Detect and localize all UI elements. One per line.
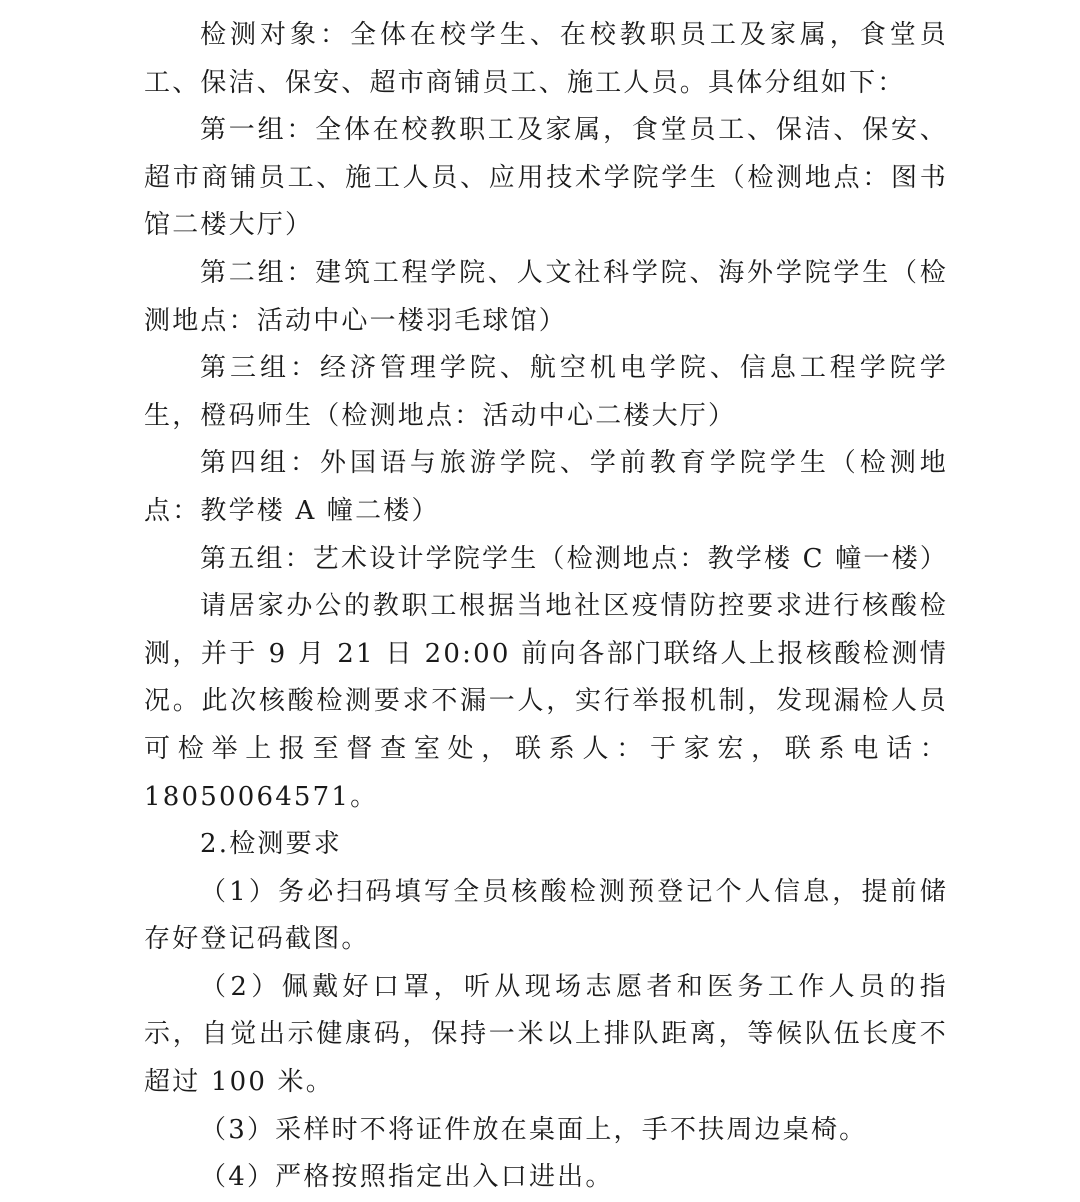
- paragraph-group-1: 第一组：全体在校教职工及家属，食堂员工、保洁、保安、超市商铺员工、施工人员、应用技术学院学生（检测地点：图书馆二楼大厅）: [144, 115, 948, 241]
- requirement-item-4: （4）严格按照指定出入口进出。: [200, 1162, 614, 1193]
- paragraph-group-5: 第五组：艺术设计学院学生（检测地点：教学楼 C 幢一楼）: [200, 543, 949, 574]
- paragraph-remote-staff: 请居家办公的教职工根据当地社区疫情防控要求进行核酸检测，并于 9 月 21 日 20:00 前向各部门联络人上报核酸检测情况。此次核酸检测要求不漏一人，实行举报机制，发现漏检人员可检举上报至督查室处，联系人：于家宏，联系电话：18050064571。: [144, 591, 948, 812]
- paragraph-group-3: 第三组：经济管理学院、航空机电学院、信息工程学院学生，橙码师生（检测地点：活动中心二楼大厅）: [144, 353, 948, 431]
- paragraph-test-targets: 检测对象：全体在校学生、在校教职员工及家属，食堂员工、保洁、保安、超市商铺员工、施工人员。具体分组如下：: [144, 20, 948, 98]
- requirement-item-2: （2）佩戴好口罩，听从现场志愿者和医务工作人员的指示，自觉出示健康码，保持一米以上排队距离，等候队伍长度不超过 100 米。: [144, 971, 948, 1098]
- section-heading-requirements: 2.检测要求: [200, 829, 343, 860]
- document-body: [144, 12, 948, 1202]
- requirement-item-3: （3）采样时不将证件放在桌面上，手不扶周边桌椅。: [200, 1114, 868, 1145]
- paragraph-group-4: 第四组：外国语与旅游学院、学前教育学院学生（检测地点：教学楼 A 幢二楼）: [144, 448, 948, 526]
- requirement-item-1: （1）务必扫码填写全员核酸检测预登记个人信息，提前储存好登记码截图。: [144, 876, 948, 955]
- paragraph-group-2: 第二组：建筑工程学院、人文社科学院、海外学院学生（检测地点：活动中心一楼羽毛球馆）: [144, 257, 948, 336]
